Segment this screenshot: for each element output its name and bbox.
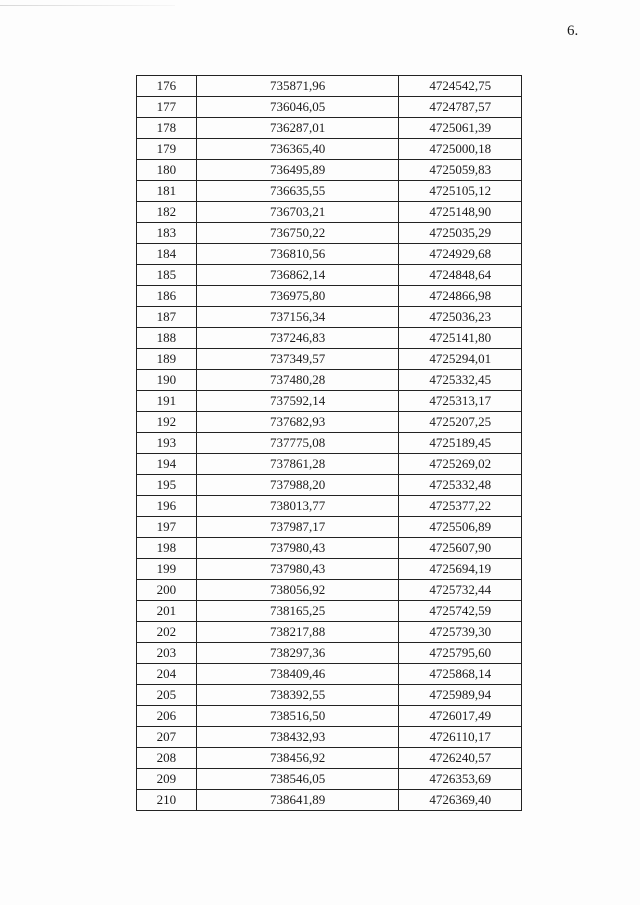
table-row — [137, 790, 522, 811]
x-coordinate-cell: 737592,14 — [196, 391, 399, 412]
x-coordinate-cell: 736635,55 — [196, 181, 399, 202]
point-number-cell: 196 — [137, 496, 197, 517]
x-coordinate-cell: 738432,93 — [196, 727, 399, 748]
point-number-cell: 210 — [137, 790, 197, 811]
point-number-cell: 183 — [137, 223, 197, 244]
point-number-cell: 207 — [137, 727, 197, 748]
point-number-cell: 205 — [137, 685, 197, 706]
x-coordinate-cell: 738546,05 — [196, 769, 399, 790]
x-coordinate-cell: 736046,05 — [196, 97, 399, 118]
y-coordinate-cell: 4725795,60 — [399, 643, 522, 664]
point-number-cell: 194 — [137, 454, 197, 475]
point-number-cell: 192 — [137, 412, 197, 433]
table-row — [137, 685, 522, 706]
point-number-cell: 206 — [137, 706, 197, 727]
y-coordinate-cell: 4724848,64 — [399, 265, 522, 286]
y-coordinate-cell: 4724866,98 — [399, 286, 522, 307]
x-coordinate-cell: 736750,22 — [196, 223, 399, 244]
y-coordinate-cell: 4726353,69 — [399, 769, 522, 790]
table-row — [137, 139, 522, 160]
table-row — [137, 475, 522, 496]
point-number-cell: 190 — [137, 370, 197, 391]
y-coordinate-cell: 4725732,44 — [399, 580, 522, 601]
table-row — [137, 622, 522, 643]
point-number-cell: 208 — [137, 748, 197, 769]
y-coordinate-cell: 4725148,90 — [399, 202, 522, 223]
x-coordinate-cell: 735871,96 — [196, 76, 399, 97]
point-number-cell: 185 — [137, 265, 197, 286]
y-coordinate-cell: 4726017,49 — [399, 706, 522, 727]
x-coordinate-cell: 737988,20 — [196, 475, 399, 496]
point-number-cell: 186 — [137, 286, 197, 307]
point-number-cell: 204 — [137, 664, 197, 685]
x-coordinate-cell: 737349,57 — [196, 349, 399, 370]
x-coordinate-cell: 737682,93 — [196, 412, 399, 433]
scan-artifact — [0, 5, 175, 6]
page-number: 6. — [567, 23, 579, 39]
x-coordinate-cell: 737480,28 — [196, 370, 399, 391]
x-coordinate-cell: 738392,55 — [196, 685, 399, 706]
table-row — [137, 748, 522, 769]
point-number-cell: 193 — [137, 433, 197, 454]
table-row — [137, 538, 522, 559]
x-coordinate-cell: 737980,43 — [196, 559, 399, 580]
table-row — [137, 97, 522, 118]
y-coordinate-cell: 4725989,94 — [399, 685, 522, 706]
table-row — [137, 286, 522, 307]
y-coordinate-cell: 4725294,01 — [399, 349, 522, 370]
point-number-cell: 182 — [137, 202, 197, 223]
x-coordinate-cell: 737980,43 — [196, 538, 399, 559]
point-number-cell: 195 — [137, 475, 197, 496]
point-number-cell: 176 — [137, 76, 197, 97]
table-row — [137, 580, 522, 601]
y-coordinate-cell: 4725332,45 — [399, 370, 522, 391]
table-row — [137, 118, 522, 139]
table-row — [137, 349, 522, 370]
y-coordinate-cell: 4725332,48 — [399, 475, 522, 496]
y-coordinate-cell: 4725506,89 — [399, 517, 522, 538]
point-number-cell: 188 — [137, 328, 197, 349]
y-coordinate-cell: 4725607,90 — [399, 538, 522, 559]
y-coordinate-cell: 4726110,17 — [399, 727, 522, 748]
point-number-cell: 199 — [137, 559, 197, 580]
y-coordinate-cell: 4725141,80 — [399, 328, 522, 349]
y-coordinate-cell: 4725105,12 — [399, 181, 522, 202]
y-coordinate-cell: 4725035,29 — [399, 223, 522, 244]
x-coordinate-cell: 738641,89 — [196, 790, 399, 811]
x-coordinate-cell: 738165,25 — [196, 601, 399, 622]
y-coordinate-cell: 4725036,23 — [399, 307, 522, 328]
table-row — [137, 496, 522, 517]
y-coordinate-cell: 4725189,45 — [399, 433, 522, 454]
table-row — [137, 391, 522, 412]
x-coordinate-cell: 738297,36 — [196, 643, 399, 664]
y-coordinate-cell: 4725207,25 — [399, 412, 522, 433]
y-coordinate-cell: 4726240,57 — [399, 748, 522, 769]
x-coordinate-cell: 737861,28 — [196, 454, 399, 475]
y-coordinate-cell: 4725694,19 — [399, 559, 522, 580]
y-coordinate-cell: 4725377,22 — [399, 496, 522, 517]
point-number-cell: 197 — [137, 517, 197, 538]
y-coordinate-cell: 4724929,68 — [399, 244, 522, 265]
x-coordinate-cell: 736495,89 — [196, 160, 399, 181]
point-number-cell: 187 — [137, 307, 197, 328]
table-row — [137, 601, 522, 622]
point-number-cell: 191 — [137, 391, 197, 412]
table-row — [137, 643, 522, 664]
x-coordinate-cell: 736287,01 — [196, 118, 399, 139]
x-coordinate-cell: 737987,17 — [196, 517, 399, 538]
table-row — [137, 727, 522, 748]
y-coordinate-cell: 4724787,57 — [399, 97, 522, 118]
point-number-cell: 179 — [137, 139, 197, 160]
x-coordinate-cell: 738516,50 — [196, 706, 399, 727]
table-row — [137, 664, 522, 685]
point-number-cell: 178 — [137, 118, 197, 139]
x-coordinate-cell: 737775,08 — [196, 433, 399, 454]
x-coordinate-cell: 737156,34 — [196, 307, 399, 328]
y-coordinate-cell: 4726369,40 — [399, 790, 522, 811]
x-coordinate-cell: 738217,88 — [196, 622, 399, 643]
point-number-cell: 181 — [137, 181, 197, 202]
table-row — [137, 433, 522, 454]
table-row — [137, 370, 522, 391]
x-coordinate-cell: 738456,92 — [196, 748, 399, 769]
x-coordinate-cell: 736810,56 — [196, 244, 399, 265]
table-row — [137, 517, 522, 538]
table-row — [137, 223, 522, 244]
y-coordinate-cell: 4725269,02 — [399, 454, 522, 475]
table-row — [137, 160, 522, 181]
y-coordinate-cell: 4725061,39 — [399, 118, 522, 139]
y-coordinate-cell: 4725000,18 — [399, 139, 522, 160]
table-row — [137, 181, 522, 202]
y-coordinate-cell: 4725059,83 — [399, 160, 522, 181]
point-number-cell: 177 — [137, 97, 197, 118]
x-coordinate-cell: 738013,77 — [196, 496, 399, 517]
coordinates-table-body — [137, 76, 522, 811]
x-coordinate-cell: 736703,21 — [196, 202, 399, 223]
x-coordinate-cell: 736862,14 — [196, 265, 399, 286]
table-row — [137, 769, 522, 790]
y-coordinate-cell: 4725868,14 — [399, 664, 522, 685]
table-row — [137, 244, 522, 265]
table-row — [137, 76, 522, 97]
table-row — [137, 454, 522, 475]
point-number-cell: 184 — [137, 244, 197, 265]
x-coordinate-cell: 738409,46 — [196, 664, 399, 685]
point-number-cell: 189 — [137, 349, 197, 370]
table-row — [137, 202, 522, 223]
table-row — [137, 412, 522, 433]
y-coordinate-cell: 4725313,17 — [399, 391, 522, 412]
y-coordinate-cell: 4725742,59 — [399, 601, 522, 622]
x-coordinate-cell: 736975,80 — [196, 286, 399, 307]
x-coordinate-cell: 736365,40 — [196, 139, 399, 160]
point-number-cell: 198 — [137, 538, 197, 559]
y-coordinate-cell: 4724542,75 — [399, 76, 522, 97]
point-number-cell: 201 — [137, 601, 197, 622]
table-row — [137, 307, 522, 328]
point-number-cell: 200 — [137, 580, 197, 601]
point-number-cell: 209 — [137, 769, 197, 790]
y-coordinate-cell: 4725739,30 — [399, 622, 522, 643]
table-row — [137, 265, 522, 286]
point-number-cell: 202 — [137, 622, 197, 643]
x-coordinate-cell: 738056,92 — [196, 580, 399, 601]
coordinates-table — [136, 75, 522, 811]
table-row — [137, 328, 522, 349]
table-row — [137, 559, 522, 580]
x-coordinate-cell: 737246,83 — [196, 328, 399, 349]
point-number-cell: 180 — [137, 160, 197, 181]
point-number-cell: 203 — [137, 643, 197, 664]
table-row — [137, 706, 522, 727]
